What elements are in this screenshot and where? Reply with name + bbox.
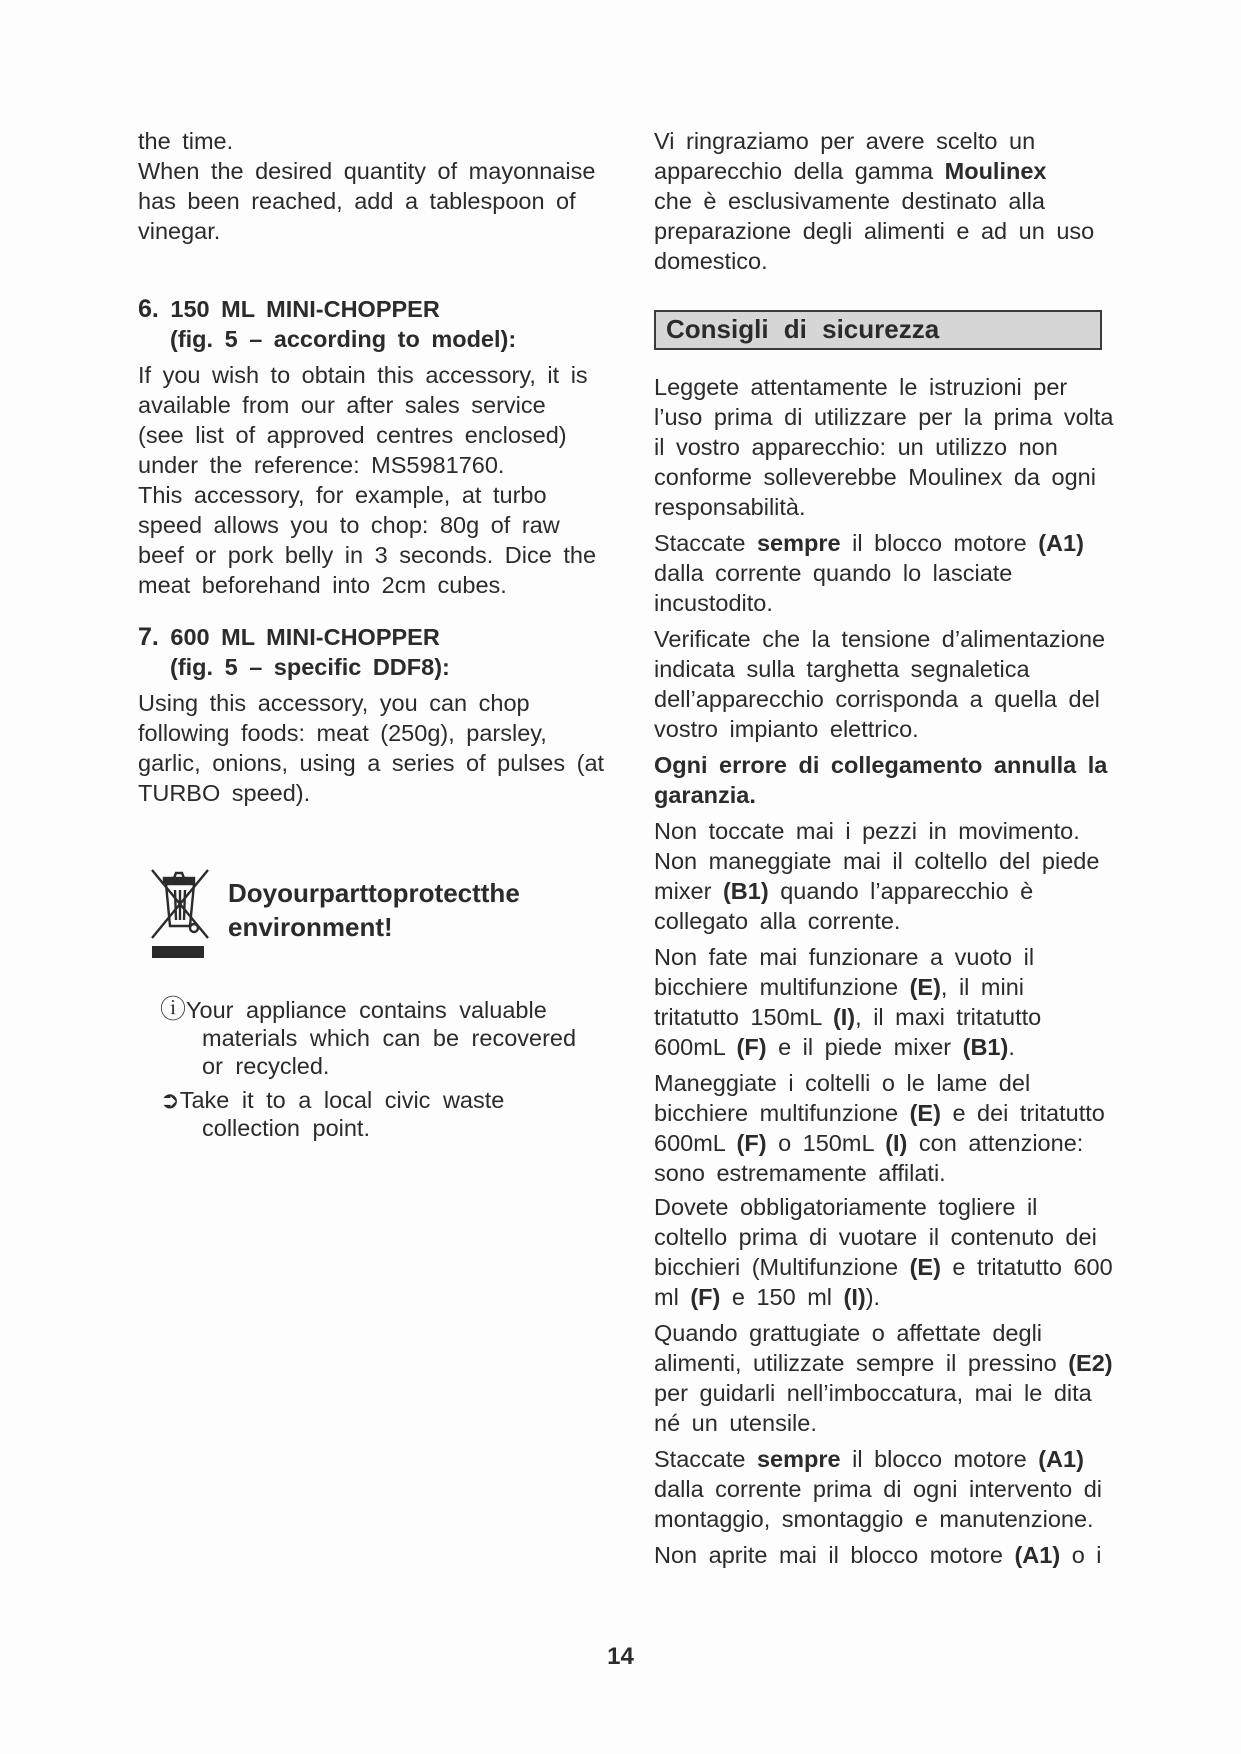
text-line [654, 1002, 1179, 1032]
text-fragment: e dei tritatutto [952, 1100, 1105, 1126]
text-line: has been reached, add a tablespoon of [138, 188, 576, 214]
text-line: Non toccate mai i pezzi in movimento. [654, 818, 1080, 844]
environment-title [228, 876, 520, 944]
text-fragment: o 150mL [778, 1130, 874, 1156]
text-fragment: , il maxi tritatutto [855, 1004, 1042, 1030]
safety-p2 [654, 528, 1179, 618]
section-subtitle: (fig. 5 – specific DDF8): [170, 654, 450, 680]
section-title: 600 ML MINI-CHOPPER [170, 624, 440, 650]
text-line: Vi ringraziamo per avere scelto un [654, 128, 1036, 154]
text-fragment: mixer [654, 878, 712, 904]
emphasis: sempre [756, 530, 841, 556]
part-reference: (I) [832, 1004, 856, 1030]
text-line: né un utensile. [654, 1410, 817, 1436]
text-fragment: il blocco motore [852, 530, 1027, 556]
text-line: responsabilità. [654, 494, 806, 520]
bullet-text: collection point. [202, 1115, 370, 1141]
text-line [654, 1348, 1179, 1378]
text-line: conforme solleverebbe Moulinex da ogni [654, 464, 1096, 490]
safety-p10 [654, 1444, 1179, 1534]
text-line: Non maneggiate mai il coltello del piede [654, 848, 1100, 874]
bullet-text: Your appliance contains valuable [186, 997, 547, 1023]
text-fragment: , il mini [940, 974, 1025, 1000]
part-reference: (E) [909, 974, 941, 1000]
text-line: collegato alla corrente. [654, 908, 901, 934]
text-line: meat beforehand into 2cm cubes. [138, 572, 507, 598]
info-bullet [160, 995, 630, 1024]
text-line: When the desired quantity of mayonnaise [138, 158, 596, 184]
text-line: Non fate mai funzionare a vuoto il [654, 944, 1035, 970]
part-reference: (B1) [722, 878, 769, 904]
brand-name: Moulinex [944, 158, 1047, 184]
safety-p4 [654, 750, 1179, 810]
text-fragment: alimenti, utilizzate sempre il pressino [654, 1350, 1057, 1376]
text-fragment: bicchiere multifunzione [654, 974, 899, 1000]
text-line: indicata sulla targhetta segnaletica [654, 656, 1030, 682]
text-line: dalla corrente prima di ogni intervento di [654, 1476, 1103, 1502]
text-fragment: Staccate [654, 1446, 746, 1472]
environment-bullets [160, 995, 630, 1142]
text-line: Ogni errore di collegamento annulla la [654, 752, 1108, 778]
safety-p11 [654, 1540, 1179, 1570]
text-fragment: con attenzione: [918, 1130, 1084, 1156]
page-number: 14 [607, 1643, 634, 1670]
text-line: Quando grattugiate o affettate degli [654, 1320, 1043, 1346]
text-fragment: . [1008, 1034, 1015, 1060]
text-line: sono estremamente affilati. [654, 1160, 946, 1186]
text-fragment: Staccate [654, 530, 746, 556]
text-line: beef or pork belly in 3 seconds. Dice the [138, 542, 597, 568]
text-line: Leggete attentamente le istruzioni per [654, 374, 1068, 400]
text-line: If you wish to obtain this accessory, it is [138, 362, 588, 388]
safety-section-header [654, 310, 1102, 350]
text-line: montaggio, smontaggio e manutenzione. [654, 1506, 1094, 1532]
left-intro [138, 126, 643, 246]
environment-title-line: environment! [228, 912, 393, 942]
text-line: dell’apparecchio corrisponda a quella del [654, 686, 1100, 712]
text-line: il vostro apparecchio: un utilizzo non [654, 434, 1058, 460]
text-line [654, 1540, 1179, 1570]
text-line: vostro impianto elettrico. [654, 716, 919, 742]
part-reference: (E) [909, 1254, 941, 1280]
emphasis: sempre [756, 1446, 841, 1472]
text-fragment: 600mL [654, 1130, 725, 1156]
text-fragment: bicchiere multifunzione [654, 1100, 899, 1126]
text-fragment: e tritatutto 600 [952, 1254, 1113, 1280]
text-fragment: o i [1071, 1542, 1102, 1568]
bullet-text: Take it to a local civic waste [179, 1087, 505, 1113]
text-line: coltello prima di vuotare il contenuto dei [654, 1224, 1097, 1250]
part-reference: (F) [736, 1130, 767, 1156]
text-line [654, 156, 1179, 186]
safety-p3 [654, 624, 1179, 744]
left-column [138, 126, 643, 808]
section-title: 150 ML MINI-CHOPPER [170, 296, 440, 322]
part-reference: (A1) [1038, 1446, 1084, 1472]
text-line [654, 1282, 1179, 1312]
text-fragment: il blocco motore [852, 1446, 1027, 1472]
part-reference: (F) [690, 1284, 721, 1310]
part-reference: (B1) [962, 1034, 1009, 1060]
text-line [654, 528, 1179, 558]
safety-p5 [654, 816, 1179, 936]
text-line: TURBO speed). [138, 780, 311, 806]
safety-p6 [654, 942, 1179, 1062]
text-line: This accessory, for example, at turbo [138, 482, 547, 508]
text-line: Maneggiate i coltelli o le lame del [654, 1070, 1031, 1096]
text-line: Dovete obbligatoriamente togliere il [654, 1194, 1038, 1220]
text-line [654, 1444, 1179, 1474]
section-number: 7. [138, 623, 159, 651]
section-6 [138, 294, 643, 600]
arrow-right-icon: ➲ [160, 1087, 180, 1113]
crossed-out-wheelie-bin-icon [148, 864, 214, 964]
text-fragment: tritatutto 150mL [654, 1004, 822, 1030]
section-7 [138, 622, 643, 808]
text-line: available from our after sales service [138, 392, 546, 418]
part-reference: (I) [885, 1130, 908, 1156]
text-line: (see list of approved centres enclosed) [138, 422, 567, 448]
text-line: l’uso prima di utilizzare per la prima volta [654, 404, 1114, 430]
text-fragment: quando l’apparecchio è [780, 878, 1034, 904]
text-line: che è esclusivamente destinato alla [654, 188, 1045, 214]
part-reference: (A1) [1014, 1542, 1061, 1568]
text-fragment: bicchieri (Multifunzione [654, 1254, 899, 1280]
safety-p1 [654, 372, 1179, 522]
text-fragment: ). [865, 1284, 881, 1310]
text-line [654, 1252, 1179, 1282]
text-line: vinegar. [138, 218, 221, 244]
text-line [654, 1032, 1179, 1062]
safety-p8 [654, 1192, 1179, 1312]
text-line [654, 876, 1179, 906]
text-line: garanzia. [654, 782, 756, 808]
section-number: 6. [138, 295, 159, 323]
section-subtitle: (fig. 5 – according to model): [170, 326, 517, 352]
part-reference: (F) [736, 1034, 767, 1060]
text-line: speed allows you to chop: 80g of raw [138, 512, 560, 538]
safety-p9 [654, 1318, 1179, 1438]
section-7-heading [138, 622, 643, 652]
text-line: dalla corrente quando lo lasciate [654, 560, 1013, 586]
text-line [654, 1098, 1179, 1128]
environment-block [148, 864, 214, 969]
text-line: Using this accessory, you can chop [138, 690, 530, 716]
part-reference: (E2) [1068, 1350, 1113, 1376]
bullet-text: materials which can be recovered [202, 1025, 577, 1051]
text-line: under the reference: MS5981760. [138, 452, 505, 478]
text-line: preparazione degli alimenti e ad un uso [654, 218, 1095, 244]
text-line: the time. [138, 128, 234, 154]
bullet-text: or recycled. [202, 1053, 330, 1079]
text-line [654, 1128, 1179, 1158]
text-line: domestico. [654, 248, 768, 274]
text-fragment: apparecchio della gamma [654, 158, 934, 184]
text-line: per guidarli nell’imboccatura, mai le dita [654, 1380, 1092, 1406]
text-fragment: 600mL [654, 1034, 725, 1060]
part-reference: (I) [843, 1284, 866, 1310]
right-intro [654, 126, 1179, 276]
environment-title-line: Doyourparttoprotectthe [228, 878, 520, 908]
text-fragment: Non aprite mai il blocco motore [654, 1542, 1003, 1568]
info-icon: ⓘ [160, 994, 187, 1024]
text-line [654, 972, 1179, 1002]
section-6-heading [138, 294, 643, 324]
text-line: incustodito. [654, 590, 773, 616]
safety-p7 [654, 1068, 1179, 1188]
text-fragment: e il piede mixer [778, 1034, 952, 1060]
text-line: garlic, onions, using a series of pulses (at [138, 750, 605, 776]
text-fragment: ml [654, 1284, 679, 1310]
text-line: Verificate che la tensione d’alimentazione [654, 626, 1106, 652]
safety-section-title: Consigli di sicurezza [666, 314, 940, 344]
text-fragment: e 150 ml [731, 1284, 833, 1310]
text-line: following foods: meat (250g), parsley, [138, 720, 547, 746]
part-reference: (E) [909, 1100, 941, 1126]
arrow-bullet [160, 1086, 630, 1114]
part-reference: (A1) [1038, 530, 1084, 556]
